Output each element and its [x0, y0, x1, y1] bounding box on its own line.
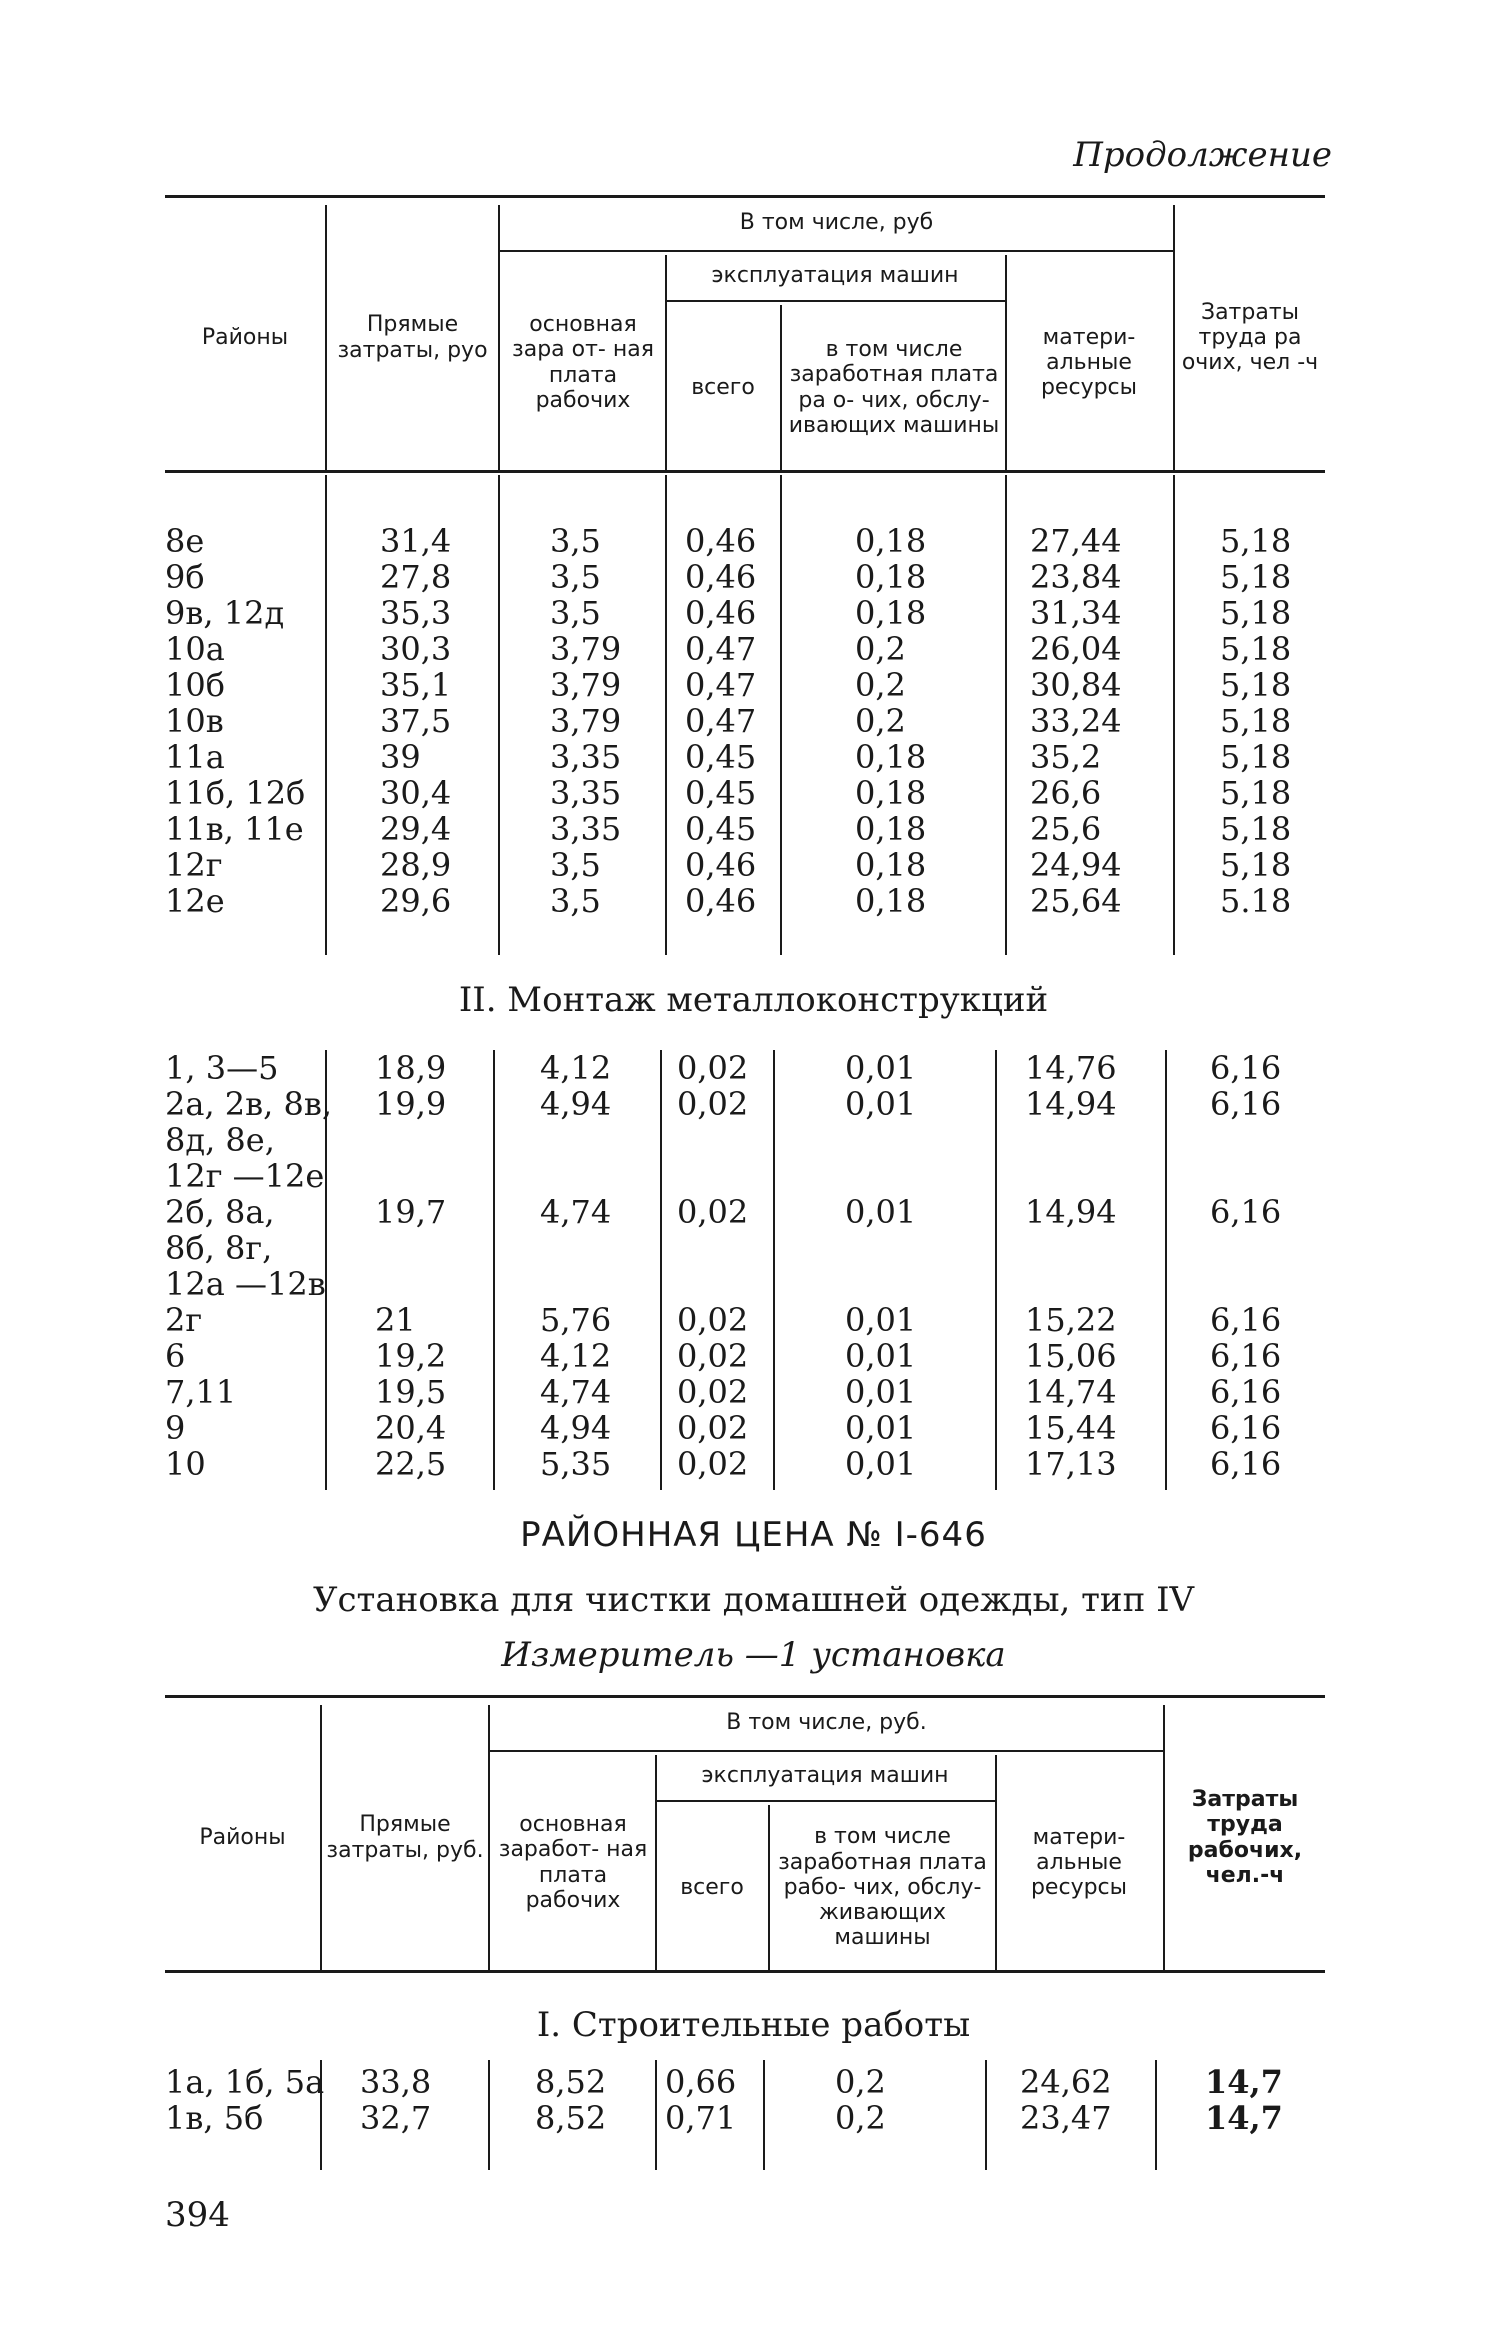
table-row: 12е 29,6 3,5 0,46 0,18 25,64 5.18 — [165, 882, 1292, 920]
col-zatraty-truda: Затраты труда ра очих, чел -ч — [1181, 299, 1319, 376]
table-row: 10а 30,3 3,79 0,47 0,2 26,04 5,18 — [165, 630, 1292, 668]
continued-label: Продолжение — [1073, 135, 1332, 175]
table-row: 7,11 19,5 4,74 0,02 0,01 14,74 6,16 — [165, 1373, 1282, 1411]
col-ekspluatatsiya: эксплуатация машин — [711, 263, 959, 289]
page-number: 394 — [165, 2195, 230, 2235]
price-title: РАЙОННАЯ ЦЕНА № I-646 — [520, 1515, 987, 1555]
section-title-stroitelnye: I. Строительные работы — [536, 2005, 971, 2045]
table-row: 9б 27,8 3,5 0,46 0,18 23,84 5,18 — [165, 558, 1292, 596]
table-row: 9в, 12д 35,3 3,5 0,46 0,18 31,34 5,18 — [165, 594, 1292, 632]
table-row: 2б, 8а, 19,7 4,74 0,02 0,01 14,94 6,16 — [165, 1193, 1282, 1231]
col-v-tom-chisle-zp: в том числе заработная плата рабо- чих, обслу- живающих машины — [778, 1824, 987, 1951]
col-pryamye: Прямые затраты, руо — [337, 312, 488, 363]
table-row: 12а —12в — [165, 1265, 326, 1303]
col-v-tom-chisle-zp: в том числе заработная плата ра о- чих, обслу- ивающих машины — [788, 336, 1000, 438]
col-osnovnaya: основная заработ- ная плата рабочих — [498, 1811, 648, 1913]
table-row: 10в 37,5 3,79 0,47 0,2 33,24 5,18 — [165, 702, 1292, 740]
col-rayony: Районы — [199, 1824, 286, 1850]
section-title-montazh: II. Монтаж металлоконструкций — [458, 980, 1049, 1020]
table-row: 8б, 8г, — [165, 1229, 273, 1267]
table2-body — [165, 1050, 1325, 1490]
table-row: 12г 28,9 3,5 0,46 0,18 24,94 5,18 — [165, 846, 1292, 884]
table-row: 10б 35,1 3,79 0,47 0,2 30,84 5,18 — [165, 666, 1292, 704]
table-row: 1а, 1б, 5а 33,8 8,52 0,66 0,2 24,62 14,7 — [165, 2063, 1283, 2101]
col-material: матери- альные ресурсы — [1030, 1824, 1128, 1901]
table2-header — [165, 1695, 1325, 1975]
table-row: 11б, 12б 30,4 3,35 0,45 0,18 26,6 5,18 — [165, 774, 1292, 812]
measure-unit: Измеритель —1 установка — [501, 1635, 1006, 1675]
table-row: 1, 3—5 18,9 4,12 0,02 0,01 14,76 6,16 — [165, 1049, 1282, 1087]
table-row: 2а, 2в, 8в, 19,9 4,94 0,02 0,01 14,94 6,16 — [165, 1085, 1282, 1123]
table-row: 8д, 8е, — [165, 1121, 275, 1159]
table-row: 1в, 5б 32,7 8,52 0,71 0,2 23,47 14,7 — [165, 2099, 1283, 2137]
table-row: 10 22,5 5,35 0,02 0,01 17,13 6,16 — [165, 1445, 1282, 1483]
subtitle: Установка для чистки домашней одежды, тип IV — [312, 1580, 1195, 1620]
col-v-tom-chisle: В том числе, руб — [739, 209, 934, 235]
table-row: 6 19,2 4,12 0,02 0,01 15,06 6,16 — [165, 1337, 1282, 1375]
table1-header — [165, 195, 1325, 475]
table3-body — [165, 2060, 1325, 2170]
table-row: 2г 21 5,76 0,02 0,01 15,22 6,16 — [165, 1301, 1282, 1339]
table1-body — [165, 475, 1325, 955]
col-osnovnaya: основная зара от- ная плата рабочих — [512, 311, 654, 413]
table-row: 9 20,4 4,94 0,02 0,01 15,44 6,16 — [165, 1409, 1282, 1447]
table-row: 8е 31,4 3,5 0,46 0,18 27,44 5,18 — [165, 522, 1292, 560]
col-rayony: Районы — [201, 324, 289, 350]
col-ekspluatatsiya: эксплуатация машин — [701, 1763, 949, 1789]
col-v-tom-chisle: В том числе, руб. — [726, 1709, 927, 1735]
col-vsego: всего — [680, 1874, 744, 1900]
col-vsego: всего — [691, 374, 755, 400]
col-material: матери- альные ресурсы — [1040, 324, 1138, 401]
table-row: 12г —12е — [165, 1157, 325, 1195]
table-row: 11в, 11е 29,4 3,35 0,45 0,18 25,6 5,18 — [165, 810, 1292, 848]
col-zatraty-truda: Затраты труда рабочих, чел.-ч — [1187, 1786, 1303, 1888]
table-row: 11а 39 3,35 0,45 0,18 35,2 5,18 — [165, 738, 1292, 776]
col-pryamye: Прямые затраты, руб. — [326, 1812, 484, 1863]
